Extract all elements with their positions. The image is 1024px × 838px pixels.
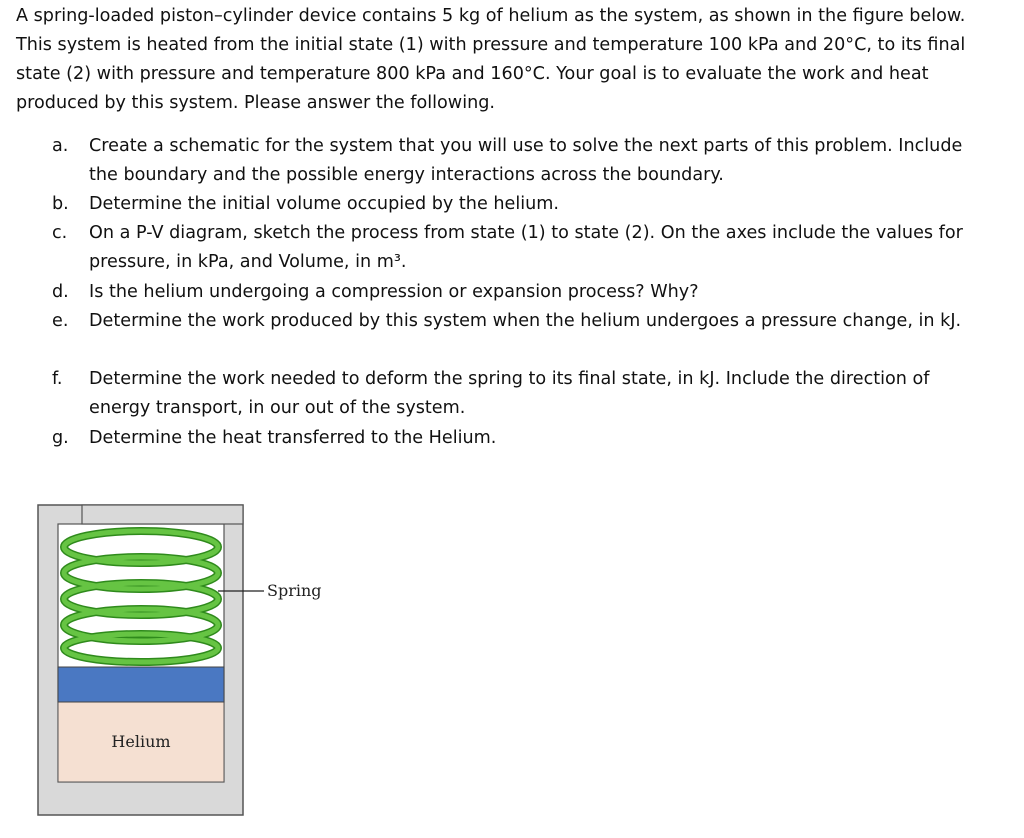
question-text: Is the helium undergoing a compression or expansion process? Why? (89, 282, 699, 302)
question-letter: c. (52, 223, 68, 243)
question-text: Create a schematic for the system that you will use to solve the next parts of this problem. Include the boundary and the possible energy interactions across the boundary. (89, 136, 963, 185)
question-letter: a. (52, 136, 69, 156)
piston (58, 667, 224, 702)
question-letter: d. (52, 282, 69, 302)
cylinder-lid (82, 505, 243, 524)
figure-svg (36, 500, 326, 820)
question-text: Determine the heat transferred to the Helium. (89, 428, 497, 448)
question-letter: g. (52, 428, 69, 448)
helium-label: Helium (111, 732, 171, 751)
question-text: Determine the work produced by this system when the helium undergoes a pressure change, in kJ. (89, 311, 962, 331)
question-letter: e. (52, 311, 69, 331)
spring-label: Spring (267, 581, 322, 600)
problem-statement: A spring-loaded piston–cylinder device contains 5 kg of helium as the system, as shown in the figure below. This system is heated from the initial state (1) with pressure and temperature 100 kPa and 20°C, to its final state (2) with pressure and temperature 800 kPa and 160°C. Your goal is to evaluate the work and heat produced by this system. Please answer the following. (16, 6, 966, 113)
piston-cylinder-figure (36, 500, 326, 820)
question-letter: b. (52, 194, 69, 214)
question-letter: f. (52, 369, 63, 389)
question-text: Determine the work needed to deform the spring to its final state, in kJ. Include the direction of energy transport, in our out of the system. (89, 369, 930, 418)
question-text: Determine the initial volume occupied by the helium. (89, 194, 559, 214)
question-text: On a P-V diagram, sketch the process from state (1) to state (2). On the axes include the values for pressure, in kPa, and Volume, in m³. (89, 223, 963, 272)
